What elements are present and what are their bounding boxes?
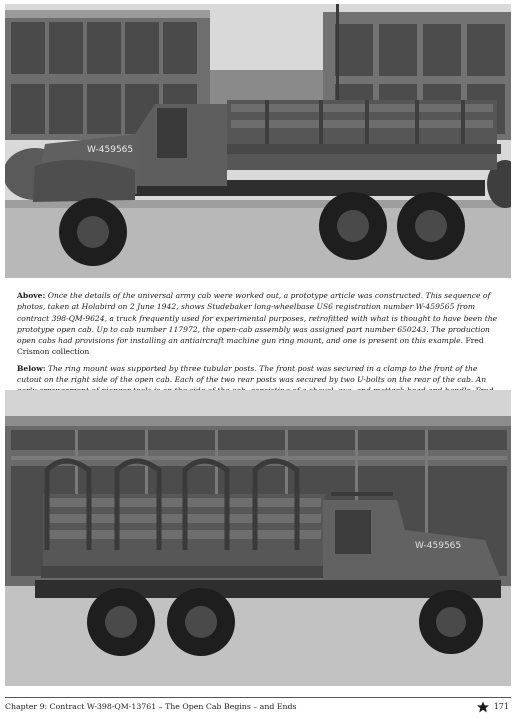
truck-marking-top: W-459565 bbox=[87, 145, 134, 155]
caption-above bbox=[17, 290, 501, 358]
caption-above-credit: Fred Crismon collection bbox=[17, 336, 484, 357]
photo-top-truck-left-side bbox=[5, 4, 511, 278]
page-footer bbox=[5, 700, 511, 714]
caption-below-label: Below: bbox=[17, 363, 46, 373]
caption-above-text: Once the details of the universal army cab were worked out, a prototype article was constructed. This sequence of photos, taken at Holabird on 2 June 1942, shows Studebaker long-wheelbase US6 registration number W-459565 from contract 398-QM-9624, a truck frequently used for experimental purposes, retrofitted with what is thought to have been the prototype open cab. Up to cab number 117972, the open-cab assembly was assigned part number 650243. The production open cabs had provisions for installing an antiaircraft machine gun ring mount, and one is present on this example. bbox=[17, 291, 498, 346]
chapter-title: Chapter 9: Contract W-398-QM-13761 – The Open Cab Begins – and Ends bbox=[5, 702, 297, 711]
caption-below-text: The ring mount was supported by three tubular posts. The front post was secured in a clamp to the front of the cutout on the right side of the open cab. Each of the two rear posts was secured by two U-bolts on the rear of the cab. An bbox=[17, 363, 487, 385]
star-icon bbox=[476, 701, 490, 713]
page-number: 171 bbox=[493, 702, 509, 711]
footer-rule bbox=[5, 697, 511, 698]
caption-above-label: Above: bbox=[17, 291, 46, 300]
truck-marking-bottom: W-459565 bbox=[415, 541, 462, 551]
photo-bottom-truck-right-side bbox=[5, 390, 511, 686]
